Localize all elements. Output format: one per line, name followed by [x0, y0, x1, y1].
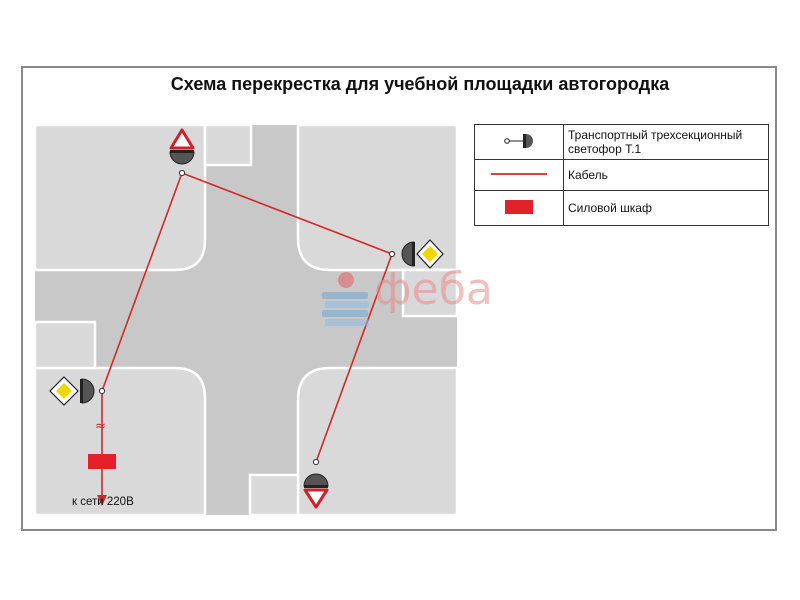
- watermark-logo: [318, 264, 493, 335]
- cable-break-mark: ≈: [95, 419, 106, 434]
- legend-row-power-cabinet: [475, 191, 769, 226]
- legend-row-cable: [475, 160, 769, 191]
- cable-line-icon: [489, 169, 549, 179]
- legend-row-traffic-light: [475, 125, 769, 160]
- legend-table: [474, 124, 769, 226]
- power-cabinet-icon: [499, 198, 539, 216]
- lane-stub-south: [250, 475, 298, 515]
- watermark-text: феба: [374, 264, 493, 315]
- mains-label: к сети 220В: [72, 496, 134, 508]
- page-title: Схема перекрестка для учебной площадки автогородка: [170, 74, 670, 94]
- lane-stub-north: [205, 125, 251, 165]
- traffic-light-icon: [499, 130, 539, 152]
- legend-text-traffic-light: Транспортный трехсекционный светофор Т.1: [564, 125, 769, 160]
- legend-text-cable: Кабель: [564, 160, 769, 191]
- lane-stub-west: [35, 322, 95, 368]
- book-stack-icon: [318, 270, 378, 330]
- power-cabinet: [88, 454, 116, 469]
- legend-text-power-cabinet: Силовой шкаф: [564, 191, 769, 226]
